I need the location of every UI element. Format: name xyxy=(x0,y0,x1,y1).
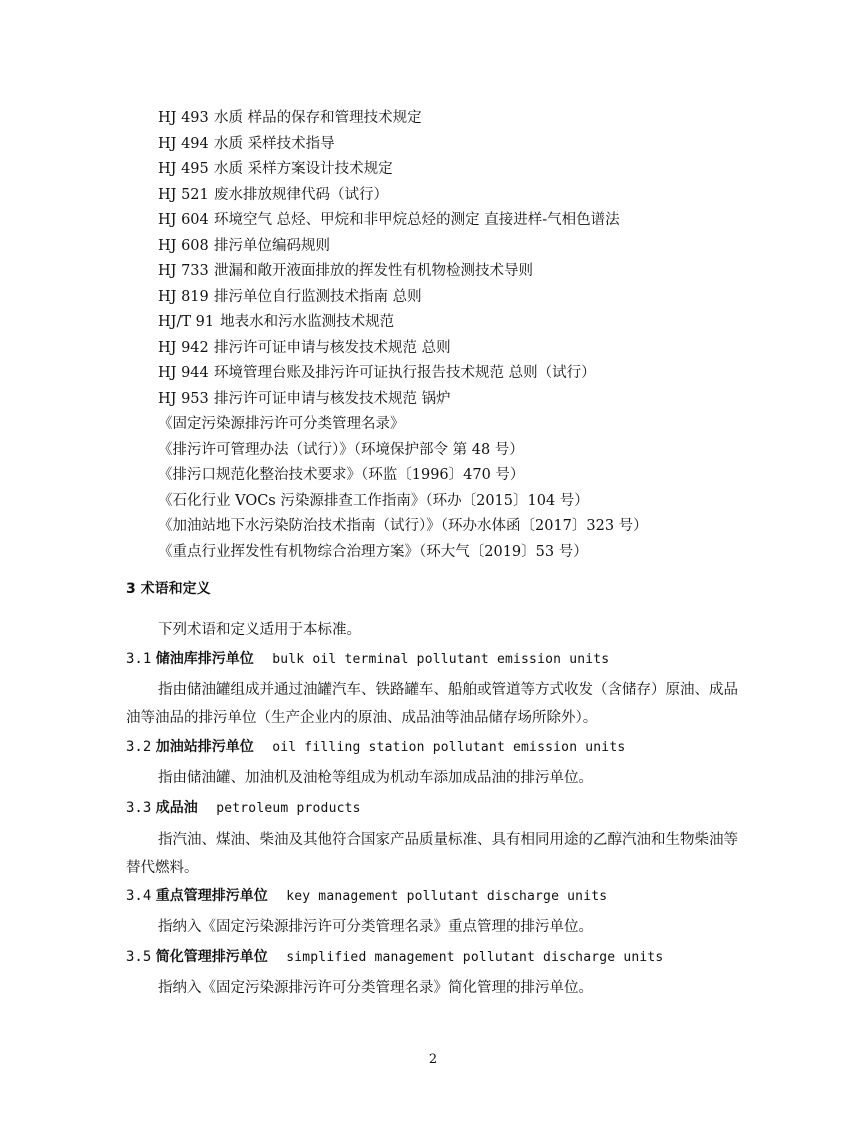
term-chinese: 成品油 xyxy=(155,800,198,816)
reference-title: 排污单位编码规则 xyxy=(214,237,330,254)
term-heading xyxy=(126,946,663,966)
reference-item xyxy=(158,132,798,158)
document-item: 《排污许可管理办法（试行）》（环境保护部令 第 48 号） xyxy=(158,441,524,458)
reference-code: HJ 493 xyxy=(158,110,209,126)
reference-item xyxy=(158,183,798,209)
reference-title: 泄漏和敞开液面排放的挥发性有机物检测技术导则 xyxy=(214,263,533,279)
term-definition: 指汽油、煤油、柴油及其他符合国家产品质量标准、具有相同用途的乙醇汽油和生物柴油等替代燃料。 xyxy=(126,832,738,876)
reference-code: HJ 604 xyxy=(158,212,209,228)
reference-code: HJ 521 xyxy=(158,186,209,203)
reference-item xyxy=(158,387,798,413)
reference-code: HJ 733 xyxy=(158,263,209,279)
reference-title: 环境空气 总烃、甲烷和非甲烷总烃的测定 直接进样-气相色谱法 xyxy=(214,212,620,228)
reference-item xyxy=(158,259,798,285)
reference-item xyxy=(158,234,798,260)
term-english: key management pollutant discharge units xyxy=(286,889,608,904)
reference-code: HJ 608 xyxy=(158,237,209,254)
reference-item xyxy=(158,336,798,362)
reference-code: HJ 819 xyxy=(158,288,209,305)
document-item: 《重点行业挥发性有机物综合治理方案》（环大气〔2019〕53 号） xyxy=(158,543,588,560)
page-number: 2 xyxy=(428,1052,438,1067)
document-item: 《加油站地下水污染防治技术指南（试行）》（环办水体函〔2017〕323 号） xyxy=(158,518,648,534)
reference-code: HJ 953 xyxy=(158,390,209,407)
reference-code: HJ 944 xyxy=(158,365,209,381)
reference-code: HJ 495 xyxy=(158,161,209,177)
reference-title: 排污单位自行监测技术指南 总则 xyxy=(214,288,422,305)
reference-title: 排污许可证申请与核发技术规范 锅炉 xyxy=(214,390,451,407)
term-heading xyxy=(126,885,607,905)
term-number: 3.1 xyxy=(126,651,152,667)
reference-code: HJ 942 xyxy=(158,339,209,356)
term-chinese: 储油库排污单位 xyxy=(155,651,254,667)
reference-title: 水质 采样技术指导 xyxy=(214,135,335,152)
reference-item xyxy=(158,361,798,387)
document-item: 《排污口规范化整治技术要求》（环监〔1996〕470 号） xyxy=(158,467,525,483)
term-english: bulk oil terminal pollutant emission units xyxy=(272,652,610,667)
term-number: 3.2 xyxy=(126,739,152,755)
term-definition: 指纳入《固定污染源排污许可分类管理名录》简化管理的排污单位。 xyxy=(158,980,593,996)
term-definition: 指由储油罐、加油机及油枪等组成为机动车添加成品油的排污单位。 xyxy=(158,770,593,786)
term-number: 3.5 xyxy=(126,949,152,965)
section-intro: 下列术语和定义适用于本标准。 xyxy=(158,622,361,638)
reference-title: 环境管理台账及排污许可证执行报告技术规范 总则（试行） xyxy=(214,365,596,381)
reference-title: 废水排放规律代码（试行） xyxy=(214,186,388,203)
term-english: petroleum products xyxy=(216,801,361,816)
term-chinese: 加油站排污单位 xyxy=(155,739,254,755)
reference-title: 地表水和污水监测技术规范 xyxy=(220,314,395,330)
reference-code: HJ/T 91 xyxy=(158,314,215,330)
reference-item xyxy=(158,208,798,234)
term-number: 3.4 xyxy=(126,888,152,904)
normative-references-list xyxy=(158,106,798,565)
reference-title: 水质 采样方案设计技术规定 xyxy=(214,161,393,177)
term-english: simplified management pollutant discharge units xyxy=(286,950,664,965)
term-heading xyxy=(126,648,609,668)
document-item: 《固定污染源排污许可分类管理名录》 xyxy=(158,416,405,432)
term-heading xyxy=(126,797,361,817)
reference-title: 排污许可证申请与核发技术规范 总则 xyxy=(214,339,451,356)
section-heading: 3 术语和定义 xyxy=(126,581,211,597)
reference-item xyxy=(158,157,798,183)
reference-item xyxy=(158,106,798,132)
term-english: oil filling station pollutant emission units xyxy=(272,740,626,755)
document-item: 《石化行业 VOCs 污染源排查工作指南》（环办〔2015〕104 号） xyxy=(158,492,589,509)
term-heading xyxy=(126,736,625,756)
term-definition: 指纳入《固定污染源排污许可分类管理名录》重点管理的排污单位。 xyxy=(158,919,593,935)
reference-title: 水质 样品的保存和管理技术规定 xyxy=(214,110,422,126)
reference-item xyxy=(158,310,798,336)
term-definition: 指由储油罐组成并通过油罐汽车、铁路罐车、船舶或管道等方式收发（含储存）原油、成品油等油品的排污单位（生产企业内的原油、成品油等油品储存场所除外）。 xyxy=(126,682,738,726)
reference-item xyxy=(158,285,798,311)
reference-code: HJ 494 xyxy=(158,135,209,152)
term-chinese: 重点管理排污单位 xyxy=(155,888,268,904)
term-number: 3.3 xyxy=(126,800,152,816)
term-chinese: 简化管理排污单位 xyxy=(155,949,268,965)
